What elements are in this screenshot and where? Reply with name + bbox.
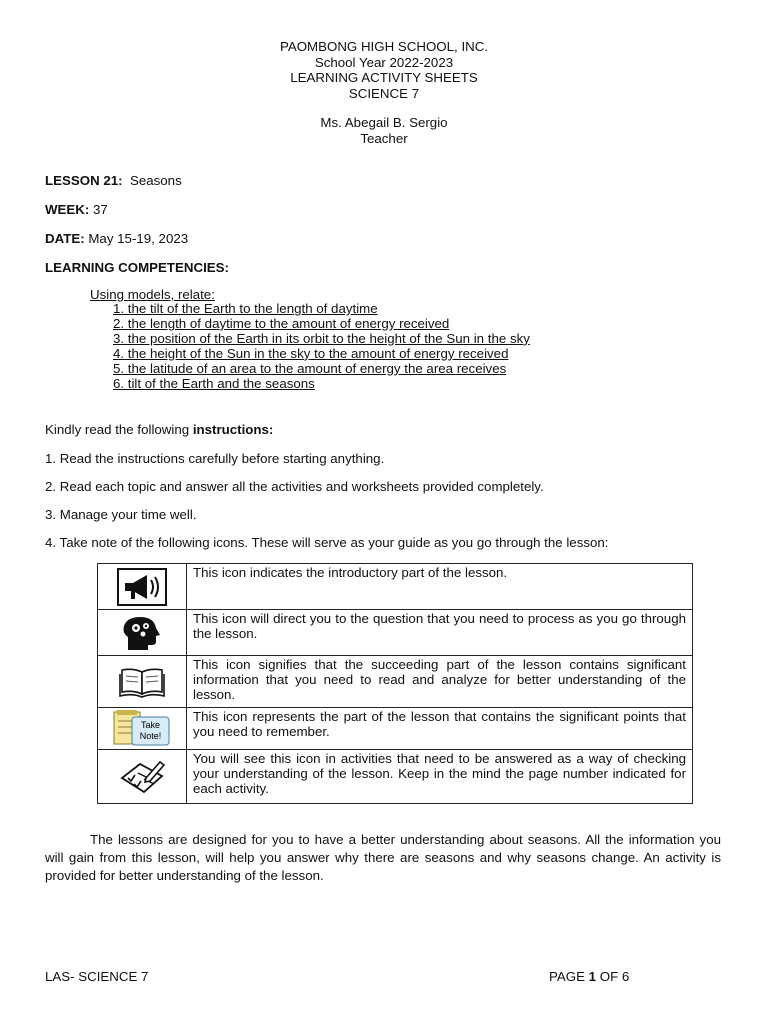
document-header <box>0 39 768 101</box>
icon-cell <box>98 656 187 708</box>
instruction-item: 2. Read each topic and answer all the activities and worksheets provided completely. <box>45 479 544 494</box>
open-book-icon <box>119 666 165 698</box>
lesson-label: LESSON 21: <box>45 173 123 188</box>
icon-description: This icon indicates the introductory part of the lesson. <box>187 564 693 610</box>
icon-cell <box>98 750 187 804</box>
thinking-head-icon <box>120 615 164 651</box>
teacher-block <box>0 115 768 146</box>
list-item: 2. the length of daytime to the amount of energy received <box>113 315 450 331</box>
week-value: 37 <box>93 202 108 217</box>
competencies-intro: Using models, relate: <box>90 287 215 302</box>
closing-paragraph: The lessons are designed for you to have a better understanding about seasons. All the information you will gain from this lesson, will help you answer why there are seasons and why seasons change. An activity is provided for better understanding of the lesson. <box>45 832 721 883</box>
list-item: 3. the position of the Earth in its orbit to the height of the Sun in the sky <box>113 330 530 346</box>
take-note-icon <box>112 709 172 749</box>
icon-cell <box>98 564 187 610</box>
date-value: May 15-19, 2023 <box>88 231 189 246</box>
table-row <box>98 656 693 708</box>
table-row <box>98 708 693 750</box>
table-row <box>98 564 693 610</box>
week-label: WEEK: <box>45 202 90 217</box>
icon-description: You will see this icon in activities that need to be answered as a way of checking your understanding of the lesson. Keep in the mind the page number indicated for each activity. <box>187 750 693 804</box>
instruction-item: 3. Manage your time well. <box>45 507 197 522</box>
list-item: 5. the latitude of an area to the amount of energy the area receives <box>113 360 507 376</box>
competencies-list <box>113 302 530 391</box>
icon-description: This icon will direct you to the question that you need to process as you go through the lesson. <box>187 610 693 656</box>
week-line <box>45 202 108 217</box>
table-row <box>98 750 693 804</box>
list-item: 1. the tilt of the Earth to the length of daytime <box>113 301 378 316</box>
icon-description: This icon represents the part of the lesson that contains the significant points that you need to remember. <box>187 708 693 750</box>
checklist-pencil-icon <box>118 758 166 796</box>
school-name: PAOMBONG HIGH SCHOOL, INC. <box>279 39 489 54</box>
date-line <box>45 231 188 246</box>
list-item: 6. tilt of the Earth and the seasons <box>113 375 315 391</box>
page-current: 1 <box>588 969 597 984</box>
icon-cell <box>98 708 187 750</box>
date-label: DATE: <box>45 231 85 246</box>
take-note-text-1: Take <box>140 719 161 730</box>
megaphone-icon <box>117 568 167 606</box>
document-type: LEARNING ACTIVITY SHEETS <box>290 70 478 85</box>
icon-guide-table <box>97 563 693 804</box>
list-item: 4. the height of the Sun in the sky to the amount of energy received <box>113 345 509 361</box>
take-note-text-2: Note! <box>139 730 162 741</box>
page-number: PAGE 1 OF 6 <box>549 969 630 984</box>
lesson-value: Seasons <box>129 173 182 188</box>
instructions-lead-bold: instructions: <box>192 422 274 437</box>
lesson-line <box>45 173 182 188</box>
icon-description: This icon signifies that the succeeding part of the lesson contains significant information that you need to read and analyze for better understanding of the lesson. <box>187 656 693 708</box>
instruction-item: 1. Read the instructions carefully before starting anything. <box>45 451 385 466</box>
instruction-item: 4. Take note of the following icons. These will serve as your guide as you go through the lesson: <box>45 535 609 550</box>
subject-title: SCIENCE 7 <box>348 85 420 101</box>
icon-cell <box>98 610 187 656</box>
teacher-role: Teacher <box>360 130 408 146</box>
footer-subject: LAS- SCIENCE 7 <box>45 969 149 984</box>
competencies-heading: LEARNING COMPETENCIES: <box>45 260 229 275</box>
instructions-lead: Kindly read the following instructions: <box>45 422 274 437</box>
school-year: School Year 2022-2023 <box>314 54 454 70</box>
teacher-name: Ms. Abegail B. Sergio <box>320 115 448 130</box>
table-row <box>98 610 693 656</box>
